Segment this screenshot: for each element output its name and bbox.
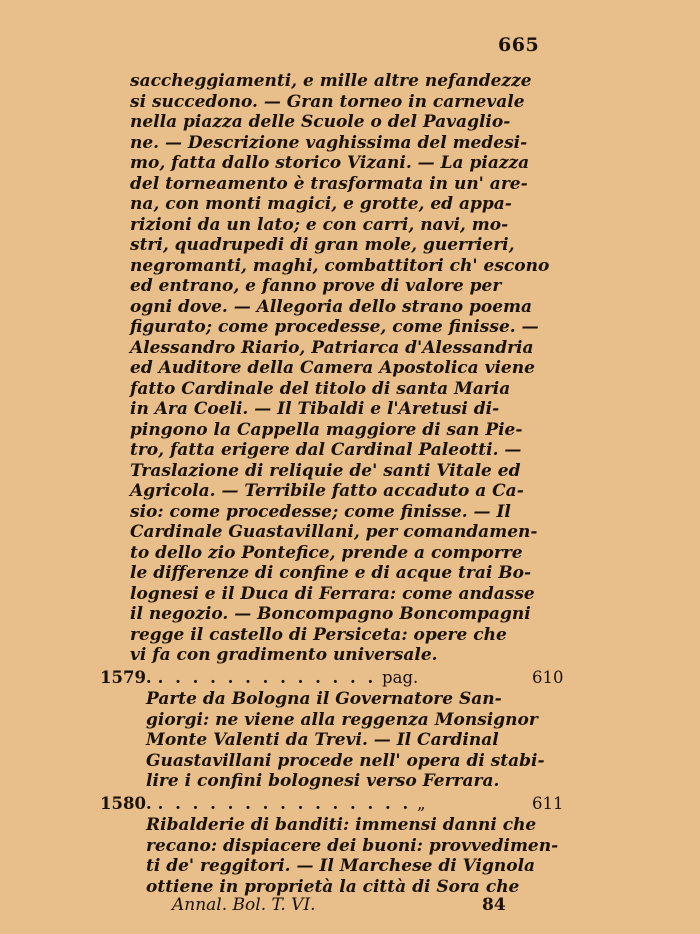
text-line: in Ara Coeli. — Il Tibaldi e l'Aretusi di-: [130, 399, 500, 419]
page-footer: [172, 895, 512, 915]
text-line: rizioni da un lato; e con carri, navi, mo-: [130, 214, 509, 235]
text-line: vi fa con gradimento universale.: [130, 645, 438, 665]
text-line: Cardinale Guastavillani, per comandamen-: [130, 522, 538, 542]
text-line: to dello zio Pontefice, prende a comporre: [130, 542, 523, 563]
text-line: pingono la Cappella maggiore di san Pie-: [130, 419, 523, 440]
text-line: nella piazza delle Scuole o del Pavaglio-: [130, 112, 511, 132]
text-line: saccheggiamenti, e mille altre nefandezze: [130, 71, 532, 91]
year-label: 1579.: [100, 668, 152, 687]
text-line: Monte Valenti da Trevi. — Il Cardinal: [146, 730, 499, 750]
text-line: ottiene in proprietà la città di Sora che: [146, 876, 520, 897]
text-line: ne. — Descrizione vaghissima del medesi-: [130, 132, 528, 153]
text-line: figurato; come procedesse, come finisse. —: [130, 317, 539, 337]
text-line: il negozio. — Boncompagno Boncompagni: [130, 604, 531, 624]
text-line: Ribalderie di banditi: immensi danni che: [146, 815, 537, 835]
text-line: si succedono. — Gran torneo in carnevale: [130, 91, 525, 112]
text-line: lognesi e il Duca di Ferrara: come andasse: [130, 583, 535, 604]
signature-mark: 84: [482, 895, 506, 915]
text-line: ed entrano, e fanno prove di valore per: [130, 276, 502, 296]
text-line: na, con monti magici, e grotte, ed appa-: [130, 194, 512, 214]
text-line: fatto Cardinale del titolo di santa Maria: [130, 378, 511, 399]
page-ref-number: 610: [532, 668, 564, 687]
section-text-1580: [146, 815, 558, 897]
text-line: del torneamento è trasformata in un' are-: [130, 173, 528, 194]
page-number: 665: [498, 34, 540, 56]
page-ref-number: 611: [532, 794, 564, 813]
text-line: Traslazione di reliquie de' santi Vitale ed: [130, 460, 521, 481]
text-line: Alessandro Riario, Patriarca d'Alessandria: [130, 337, 534, 358]
text-line: ed Auditore della Camera Apostolica viene: [130, 358, 535, 378]
text-line: lire i confini bolognesi verso Ferrara.: [146, 771, 500, 791]
text-line: ogni dove. — Allegoria dello strano poema: [130, 296, 533, 317]
page-ref-label: „: [417, 794, 426, 813]
text-line: Parte da Bologna il Governatore San-: [146, 689, 502, 709]
text-line: Guastavillani procede nell' opera di stabi-: [146, 750, 545, 771]
text-line: recano: dispiacere dei buoni: provvedimen-: [146, 835, 559, 856]
text-line: sio: come procedesse; come finisse. — Il: [130, 501, 511, 522]
section-text-1579: [146, 689, 545, 792]
year-label: 1580.: [100, 794, 152, 813]
year-entry-1580: [100, 794, 564, 813]
page-ref-label: pag.: [382, 668, 419, 687]
year-entry-1579: [100, 668, 564, 687]
footer-title: Annal. Bol. T. VI.: [172, 895, 316, 915]
text-line: giorgi: ne viene alla reggenza Monsignor: [146, 709, 538, 730]
leader-dots: . . . . . . . . . . . . . . .: [157, 794, 412, 813]
leader-dots: . . . . . . . . . . . . .: [157, 668, 377, 687]
text-line: regge il castello di Persiceta: opere che: [130, 624, 507, 645]
text-line: negromanti, maghi, combattitori ch' escono: [130, 255, 550, 276]
text-line: mo, fatta dallo storico Vizani. — La piazza: [130, 153, 530, 173]
main-text-block: [130, 71, 549, 666]
text-line: le differenze di confine e di acque trai Bo-: [130, 563, 532, 583]
text-line: stri, quadrupedi di gran mole, guerrieri,: [130, 235, 515, 255]
text-line: Agricola. — Terribile fatto accaduto a Ca-: [130, 481, 524, 501]
text-line: tro, fatta erigere dal Cardinal Paleotti. —: [130, 440, 522, 460]
text-line: ti de' reggitori. — Il Marchese di Vignola: [146, 856, 536, 876]
